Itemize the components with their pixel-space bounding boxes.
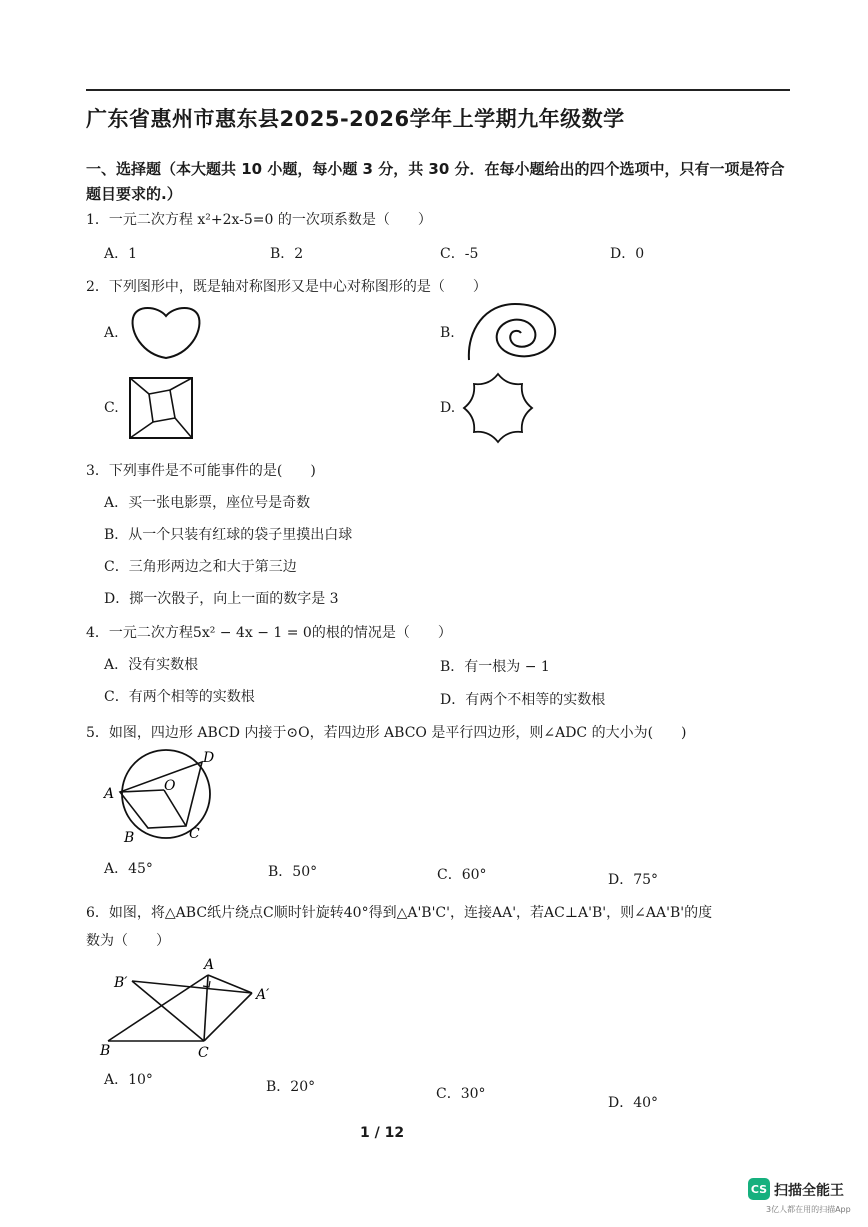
- heart-shape-figure: [128, 304, 204, 360]
- question-4-option-c: C．有两个相等的实数根: [104, 689, 255, 705]
- question-5-option-a: A．45°: [104, 861, 153, 877]
- question-4-option-a: A．没有实数根: [104, 657, 199, 673]
- star-outline-figure: [458, 372, 538, 444]
- figure6-label-c: C: [198, 1045, 209, 1061]
- figure5-label-a: A: [104, 786, 115, 802]
- figure5-label-o: O: [164, 778, 176, 794]
- question-6-option-c: C．30°: [436, 1086, 486, 1102]
- figure5-label-c: C: [189, 826, 200, 842]
- question-5-option-b: B．50°: [268, 864, 318, 880]
- question-1-option-c: C．-5: [440, 246, 479, 262]
- top-rule: [86, 89, 790, 91]
- scanner-logo-icon: CS: [748, 1178, 770, 1200]
- question-4-option-b: B．有一根为 − 1: [440, 659, 550, 675]
- question-4-stem: 4．一元二次方程5x² − 4x − 1 = 0的根的情况是（ ）: [86, 625, 452, 641]
- question-6-stem-line2: 数为（ ）: [86, 933, 170, 949]
- inscribed-quadrilateral-figure: [104, 748, 224, 848]
- figure5-label-d: D: [203, 750, 215, 766]
- question-6-stem-line1: 6．如图，将△ABC纸片绕点C顺时针旋转40°得到△A'B'C'，连接AA'，若AC⊥A'B'，则∠AA'B'的度: [86, 905, 713, 921]
- scanner-subtitle: 3亿人都在用的扫描App: [766, 1205, 851, 1214]
- page-title: 广东省惠州市惠东县2025-2026学年上学期九年级数学: [86, 107, 625, 131]
- figure5-label-b: B: [124, 830, 135, 846]
- spiral-figure: [465, 300, 560, 362]
- question-2-option-c: C.: [104, 400, 119, 416]
- question-5-stem: 5．如图，四边形 ABCD 内接于⊙O，若四边形 ABCO 是平行四边形，则∠ADC 的大小为( ): [86, 725, 687, 741]
- question-1-option-a: A．1: [104, 246, 138, 262]
- question-1-option-d: D．0: [610, 246, 645, 262]
- question-3-option-b: B．从一个只装有红球的袋子里摸出白球: [104, 527, 353, 543]
- figure6-label-a-prime: A′: [256, 987, 270, 1003]
- section-heading: 一、选择题（本大题共 10 小题，每小题 3 分，共 30 分．在每小题给出的四个选项中，只有一项是符合题目要求的.）: [86, 160, 785, 203]
- question-2-option-d: D.: [440, 400, 456, 416]
- page-number: 1 / 12: [360, 1125, 405, 1141]
- figure6-label-a: A: [204, 957, 215, 973]
- question-6-option-d: D．40°: [608, 1095, 659, 1111]
- question-2-stem: 2．下列图形中，既是轴对称图形又是中心对称图形的是（ ）: [86, 279, 487, 295]
- question-5-option-d: D．75°: [608, 872, 659, 888]
- question-3-option-a: A．买一张电影票，座位号是奇数: [104, 495, 311, 511]
- question-3-option-d: D．掷一次骰子，向上一面的数字是 3: [104, 591, 339, 607]
- question-3-stem: 3．下列事件是不可能事件的是( ): [86, 463, 316, 479]
- scanner-name: 扫描全能王: [774, 1183, 844, 1199]
- question-1-option-b: B．2: [270, 246, 304, 262]
- question-4-option-d: D．有两个不相等的实数根: [440, 692, 606, 708]
- question-2-option-b: B.: [440, 325, 455, 341]
- scanner-watermark: [748, 1176, 851, 1216]
- pinwheel-square-figure: [128, 376, 196, 440]
- figure6-label-b-prime: B′: [114, 975, 128, 991]
- question-6-option-a: A．10°: [104, 1072, 153, 1088]
- question-3-option-c: C．三角形两边之和大于第三边: [104, 559, 297, 575]
- rotated-triangle-figure: [100, 955, 280, 1065]
- question-5-option-c: C．60°: [437, 867, 487, 883]
- question-1-stem: 1．一元二次方程 x²+2x-5=0 的一次项系数是（ ）: [86, 212, 432, 228]
- question-6-option-b: B．20°: [266, 1079, 316, 1095]
- question-2-option-a: A.: [104, 325, 119, 341]
- figure6-label-b: B: [100, 1043, 111, 1059]
